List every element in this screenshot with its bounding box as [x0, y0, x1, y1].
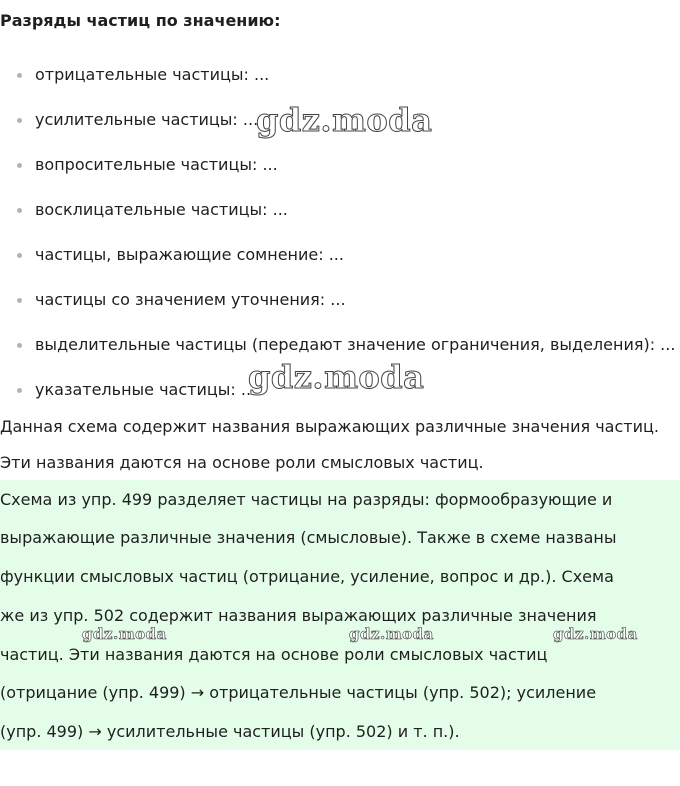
bullet-icon	[17, 343, 22, 348]
list-item	[0, 287, 680, 332]
list-item-text: отрицательные частицы: ...	[35, 65, 270, 84]
paragraph: Данная схема содержит названия выражающих различные значения частиц.	[0, 417, 659, 436]
section-title: Разряды частиц по значению:	[0, 11, 281, 30]
answer-line: выражающие различные значения (смысловые). Также в схеме названы	[0, 528, 617, 547]
list-item-text: вопросительные частицы: ...	[35, 155, 278, 174]
bullet-icon	[17, 388, 22, 393]
bullet-icon	[17, 118, 22, 123]
watermark-logo: gdz.moda	[248, 358, 425, 396]
list-item-text: частицы, выражающие сомнение: ...	[35, 245, 344, 264]
list-item	[0, 242, 680, 287]
list-item-text: восклицательные частицы: ...	[35, 200, 288, 219]
bullet-icon	[17, 208, 22, 213]
list-item-text: усилительные частицы: ...	[35, 110, 259, 129]
answer-line: функции смысловых частиц (отрицание, усиление, вопрос и др.). Схема	[0, 567, 614, 586]
paragraph: Эти названия даются на основе роли смысловых частиц.	[0, 453, 484, 472]
bullet-icon	[17, 298, 22, 303]
list-item-text: выделительные частицы (передают значение ограничения, выделения): ...	[35, 335, 676, 354]
answer-block	[0, 480, 680, 750]
watermark-logo: gdz.moda	[349, 625, 434, 643]
watermark-logo: gdz.moda	[256, 101, 433, 139]
answer-line: же из упр. 502 содержит названия выражающих различные значения	[0, 606, 597, 625]
watermark-logo: gdz.moda	[82, 625, 167, 643]
bullet-icon	[17, 253, 22, 258]
bullet-icon	[17, 73, 22, 78]
answer-line: Схема из упр. 499 разделяет частицы на разряды: формообразующие и	[0, 490, 613, 509]
watermark-logo: gdz.moda	[553, 625, 638, 643]
answer-line: частиц. Эти названия даются на основе роли смысловых частиц	[0, 645, 548, 664]
answer-line: (упр. 499) → усилительные частицы (упр. 502) и т. п.).	[0, 722, 460, 741]
list-item	[0, 197, 680, 242]
list-item-text: указательные частицы: ...	[35, 380, 257, 399]
list-item	[0, 152, 680, 197]
list-item-text: частицы со значением уточнения: ...	[35, 290, 346, 309]
answer-line: (отрицание (упр. 499) → отрицательные частицы (упр. 502); усиление	[0, 683, 597, 702]
bullet-icon	[17, 163, 22, 168]
